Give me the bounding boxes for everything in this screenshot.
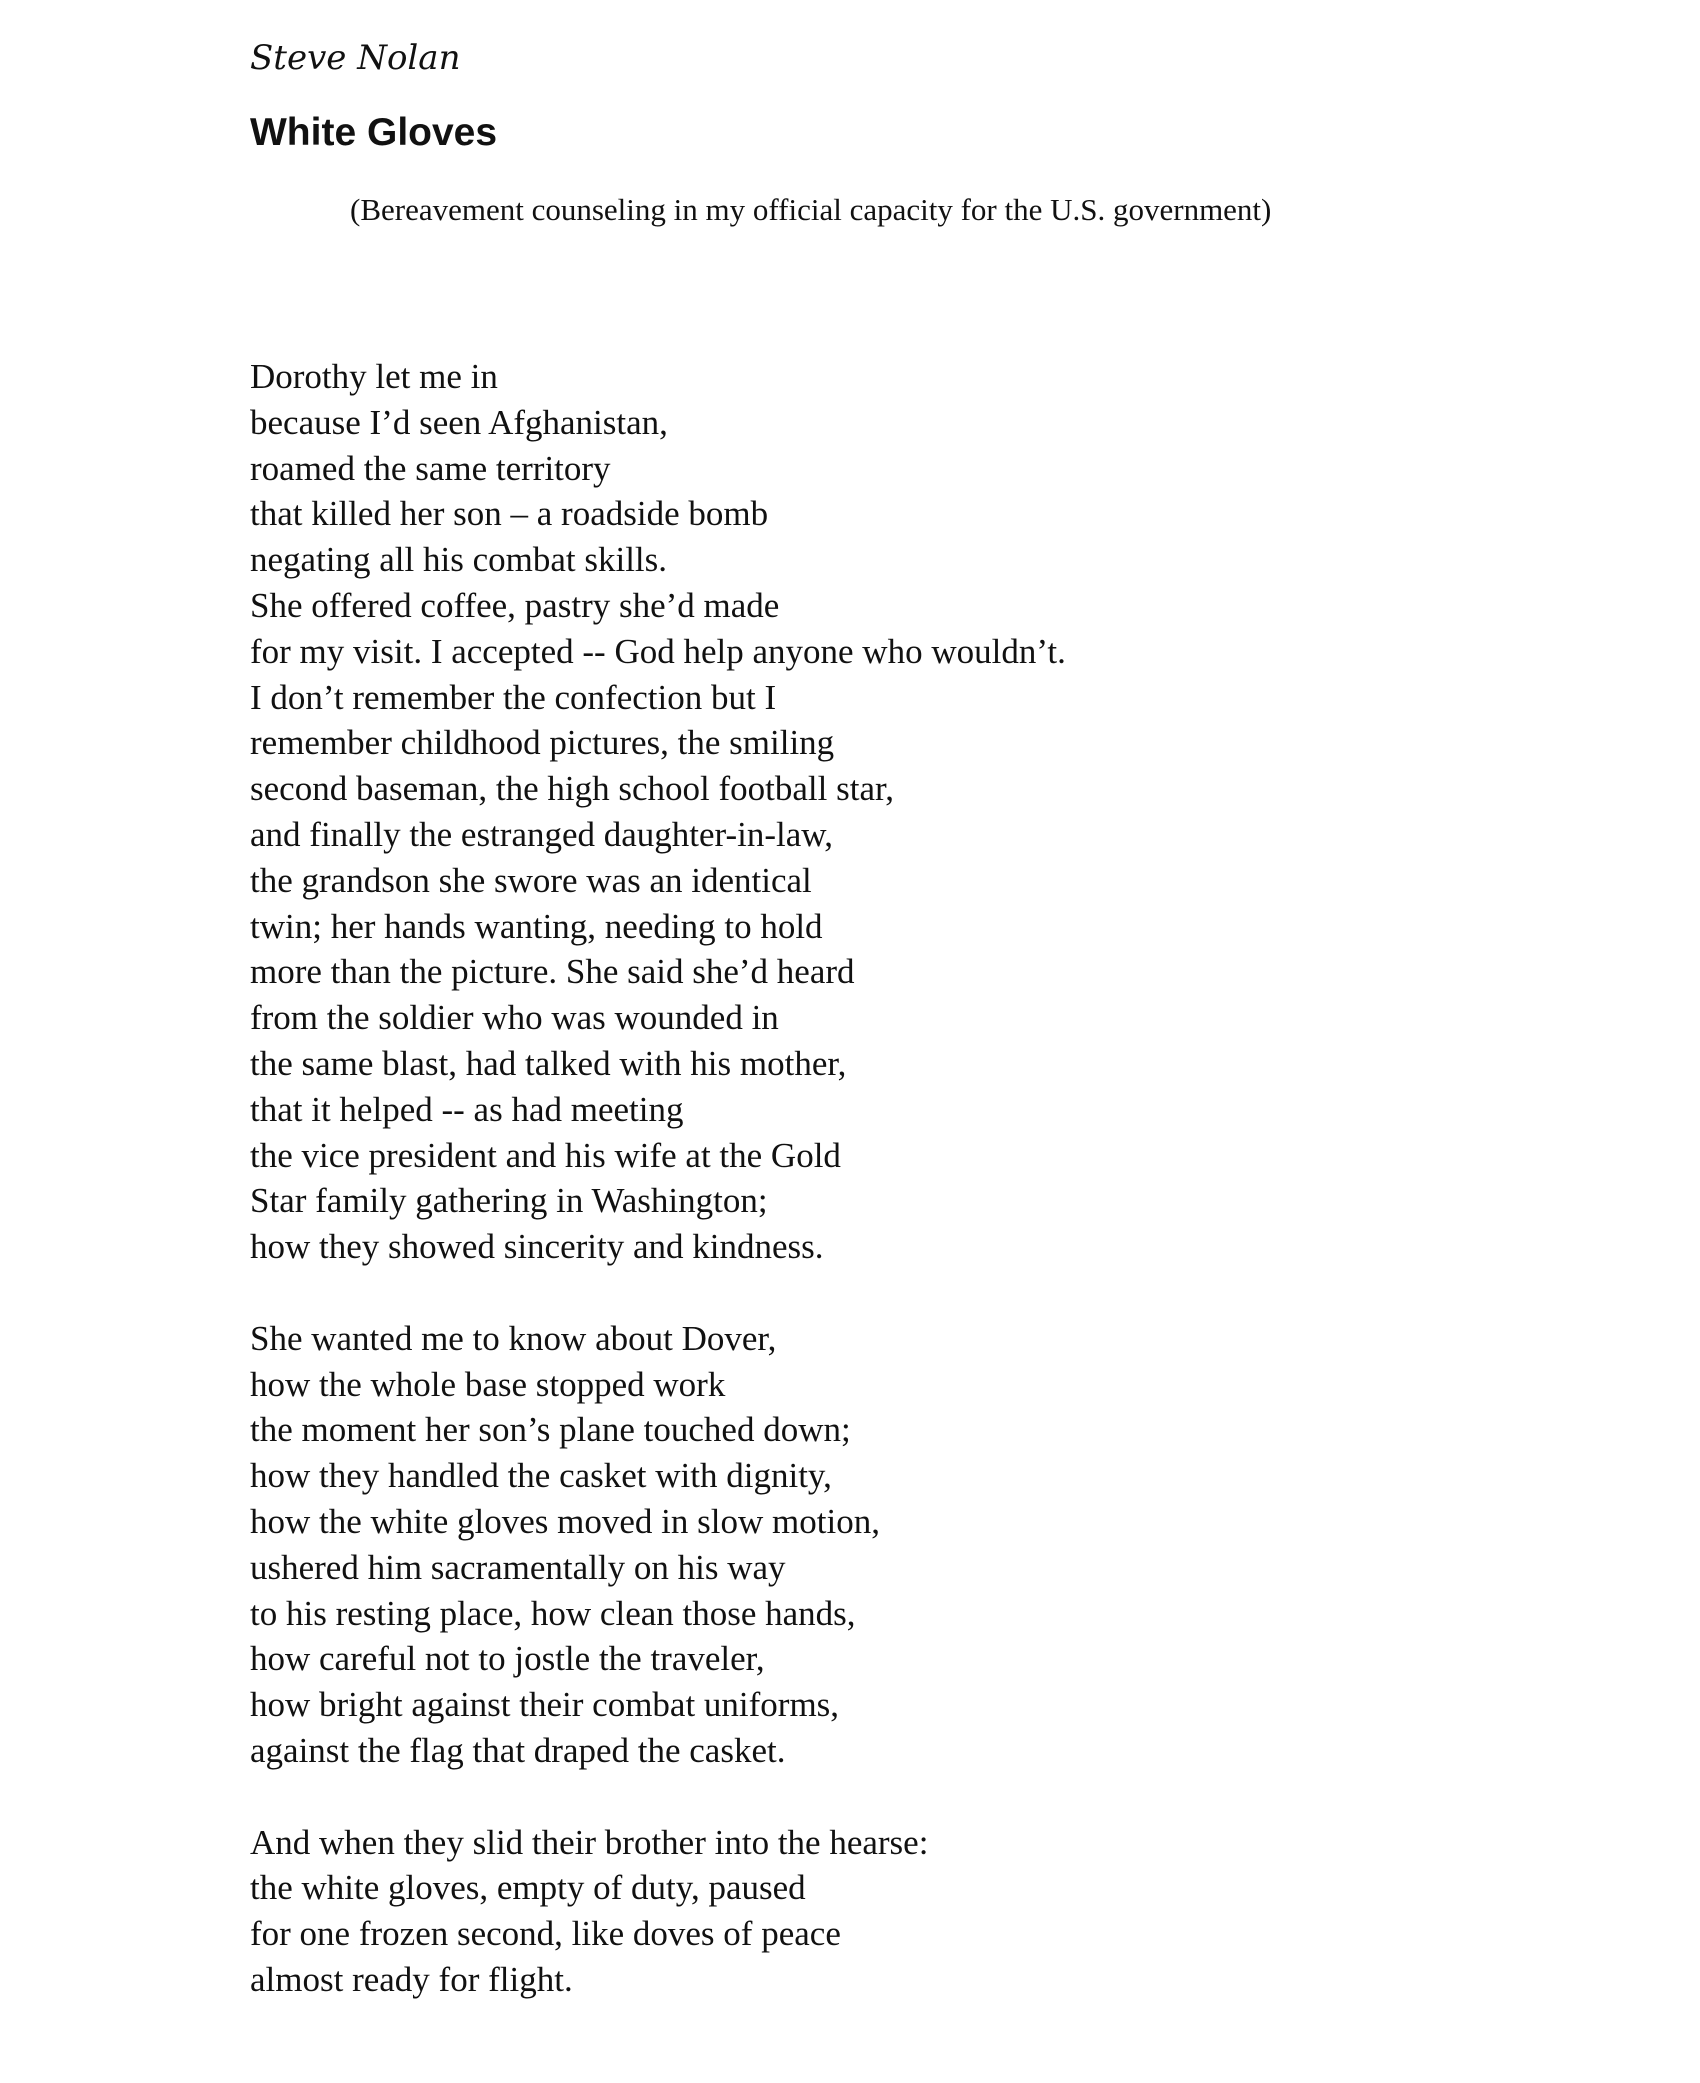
poem-line: more than the picture. She said she’d heard [250, 952, 855, 992]
poem-line: and finally the estranged daughter-in-law, [250, 814, 834, 854]
poem-line: second baseman, the high school football star, [250, 769, 894, 809]
poem-line: how careful not to jostle the traveler, [250, 1639, 765, 1679]
poem-line: for my visit. I accepted -- God help anyone who wouldn’t. [250, 631, 1066, 671]
poem-line: ushered him sacramentally on his way [250, 1547, 786, 1587]
poem-line: that killed her son – a roadside bomb [250, 494, 769, 534]
poem-line: twin; her hands wanting, needing to hold [250, 906, 823, 946]
poem-line: how bright against their combat uniforms, [250, 1685, 840, 1725]
poem-line: Star family gathering in Washington; [250, 1181, 768, 1221]
poem-line: how they showed sincerity and kindness. [250, 1227, 824, 1267]
poem-line: from the soldier who was wounded in [250, 998, 779, 1038]
poem-line: how the whole base stopped work [250, 1364, 726, 1404]
poem-line: the moment her son’s plane touched down; [250, 1410, 851, 1450]
poem-line: almost ready for flight. [250, 1959, 573, 1999]
poem-line: the same blast, had talked with his mother, [250, 1043, 847, 1083]
poem-line: how the white gloves moved in slow motion, [250, 1501, 880, 1541]
stanza [250, 354, 1450, 1270]
poem-line: remember childhood pictures, the smiling [250, 723, 835, 763]
poem-line: for one frozen second, like doves of peace [250, 1914, 841, 1954]
poem-line: She offered coffee, pastry she’d made [250, 585, 780, 625]
poem-line: to his resting place, how clean those hands, [250, 1593, 856, 1633]
poem-line: roamed the same territory [250, 448, 611, 488]
poem-line: I don’t remember the confection but I [250, 677, 777, 717]
poem-line: that it helped -- as had meeting [250, 1089, 684, 1129]
poem-line: negating all his combat skills. [250, 540, 668, 580]
poem-line: because I’d seen Afghanistan, [250, 402, 668, 442]
stanza [250, 1820, 1450, 2003]
poem-line: And when they slid their brother into the hearse: [250, 1822, 929, 1862]
poem-line: the white gloves, empty of duty, paused [250, 1868, 806, 1908]
stanza [250, 1316, 1450, 1774]
poem-body [250, 354, 1450, 2003]
author-name: Steve Nolan [250, 38, 461, 78]
poem-line: how they handled the casket with dignity, [250, 1456, 832, 1496]
poem-line: She wanted me to know about Dover, [250, 1318, 777, 1358]
poem-line: Dorothy let me in [250, 357, 498, 396]
poem-line: the grandson she swore was an identical [250, 860, 812, 900]
poem-subtitle: (Bereavement counseling in my official capacity for the U.S. government) [350, 192, 1272, 227]
poem-title: White Gloves [250, 111, 498, 154]
poem-line: the vice president and his wife at the Gold [250, 1135, 841, 1175]
poem-line: against the flag that draped the casket. [250, 1730, 786, 1770]
